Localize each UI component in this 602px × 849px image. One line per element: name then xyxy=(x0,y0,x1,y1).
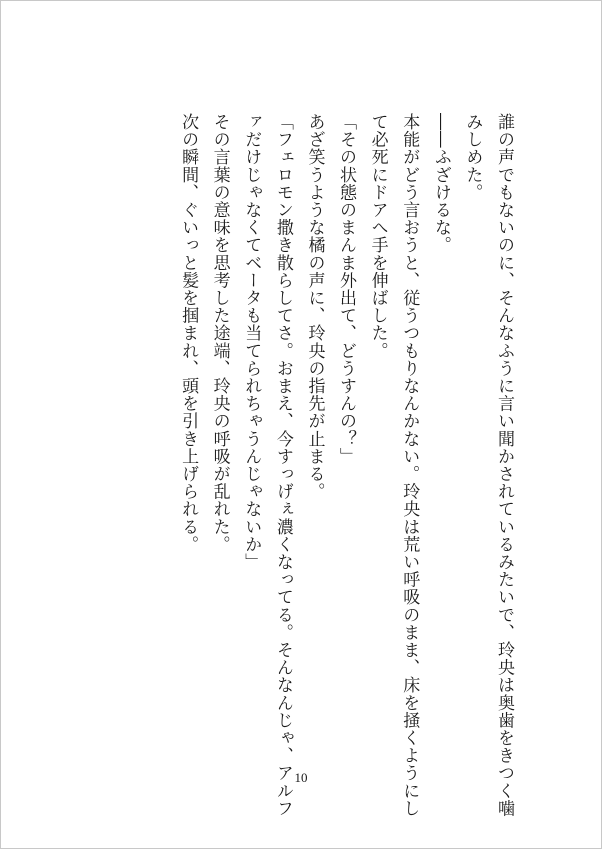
text-line: 誰の声でもないのに、そんなふうに言い聞かされているみたいで、玲央は奥歯をきつく噛 xyxy=(494,113,514,817)
text-line: 「その状態のまんま外出て、どうすんの？」 xyxy=(336,113,357,465)
text-line: ――ふざけるな。 xyxy=(430,113,451,254)
text-line: あざ笑うような橘の声に、玲央の指先が止まる。 xyxy=(304,113,325,501)
page-number: 10 xyxy=(294,770,308,785)
text-line: 「フェロモン撒き散らしてさ。おまえ、今すっげぇ濃くなってる。そんなんじゃ、アルフ xyxy=(272,113,293,817)
text-line: みしめた。 xyxy=(462,113,483,201)
text-line: て必死にドアへ手を伸ばした。 xyxy=(367,113,388,360)
text-line: ァだけじゃなくてベータも当てられちゃうんじゃないか」 xyxy=(241,113,262,571)
text-line: その言葉の意味を思考した途端、玲央の呼吸が乱れた。 xyxy=(209,113,230,553)
text-line: 次の瞬間、ぐいっと髪を掴まれ、頭を引き上げられる。 xyxy=(178,113,199,553)
text-line: 本能がどう言おうと、従うつもりなんかない。玲央は荒い呼吸のまま、床を掻くようにし xyxy=(399,113,420,817)
